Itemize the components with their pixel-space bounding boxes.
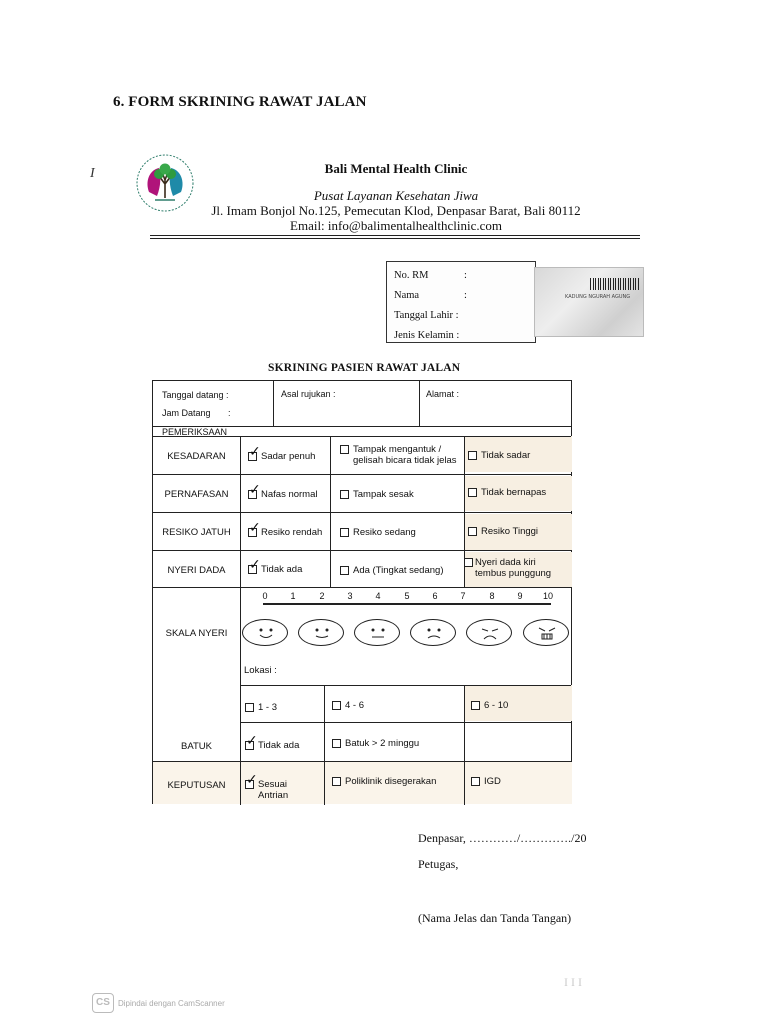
- option-nyeri-dada-kiri[interactable]: Nyeri dada kiri tembus punggung: [464, 557, 551, 579]
- pain-scale-line: [263, 603, 551, 605]
- scale-7: 7: [460, 591, 466, 601]
- tanggal-datang-label: Tanggal datang :: [162, 390, 229, 400]
- asal-rujukan-label: Asal rujukan :: [281, 389, 336, 399]
- option-tampak-mengantuk[interactable]: Tampak mengantuk / gelisah bicara tidak jelas: [340, 444, 457, 466]
- form-title: SKRINING PASIEN RAWAT JALAN: [268, 362, 461, 374]
- margin-mark: I: [90, 166, 95, 181]
- checkbox-icon[interactable]: [245, 703, 254, 712]
- signature-block: [418, 827, 587, 875]
- scale-1: 1: [290, 591, 296, 601]
- checkbox-icon[interactable]: [340, 528, 349, 537]
- checkbox-icon[interactable]: [340, 445, 349, 454]
- patient-id-box: [386, 261, 536, 343]
- scale-4: 4: [375, 591, 381, 601]
- clinic-header: [196, 161, 596, 233]
- face-no-pain-icon: [242, 619, 288, 646]
- checkbox-checked-icon[interactable]: [248, 528, 257, 537]
- checkbox-icon[interactable]: [468, 488, 477, 497]
- clinic-address: Jl. Imam Bonjol No.125, Pemecutan Klod, Denpasar Barat, Bali 80112: [211, 203, 581, 218]
- clinic-email: Email: info@balimentalhealthclinic.com: [290, 218, 502, 233]
- camscanner-watermark: [92, 993, 225, 1013]
- checkbox-checked-icon[interactable]: [248, 452, 257, 461]
- checkbox-icon[interactable]: [332, 701, 341, 710]
- option-range-4-6[interactable]: 4 - 6: [332, 700, 364, 711]
- face-mild-pain-icon: [298, 619, 344, 646]
- keputusan-label: KEPUTUSAN: [167, 780, 226, 791]
- option-sadar-penuh[interactable]: ✓ Sadar penuh: [248, 451, 315, 462]
- checkbox-icon[interactable]: [468, 527, 477, 536]
- checkbox-checked-icon[interactable]: [248, 565, 257, 574]
- field-no-rm: No. RM :: [394, 270, 467, 281]
- clinic-logo: [135, 152, 195, 214]
- face-severe-pain-icon: [410, 619, 456, 646]
- face-very-severe-pain-icon: [466, 619, 512, 646]
- option-resiko-rendah[interactable]: ✓ Resiko rendah: [248, 527, 322, 538]
- checkbox-icon[interactable]: [340, 566, 349, 575]
- camscanner-text: Dipindai dengan CamScanner: [118, 998, 225, 1008]
- option-range-6-10[interactable]: 6 - 10: [471, 700, 508, 711]
- face-worst-pain-icon: [523, 619, 569, 646]
- scale-10: 10: [542, 591, 554, 601]
- option-tidak-bernapas[interactable]: Tidak bernapas: [468, 487, 546, 498]
- camscanner-logo-icon: CS: [92, 993, 114, 1013]
- nyeri-dada-label: NYERI DADA: [167, 565, 226, 576]
- date-line: Denpasar, …………/…………./20: [418, 831, 587, 845]
- scale-2: 2: [319, 591, 325, 601]
- scale-0: 0: [262, 591, 268, 601]
- patient-sticker: [534, 267, 644, 337]
- checkbox-checked-icon[interactable]: [245, 741, 254, 750]
- field-jenis-kelamin: Jenis Kelamin :: [394, 330, 460, 341]
- scale-5: 5: [404, 591, 410, 601]
- scale-3: 3: [347, 591, 353, 601]
- checkbox-icon[interactable]: [332, 777, 341, 786]
- barcode-icon: [590, 278, 640, 290]
- option-igd[interactable]: IGD: [471, 776, 501, 787]
- scale-9: 9: [517, 591, 523, 601]
- sticker-text: KADUNG NGURAH AGUNG: [565, 294, 631, 300]
- checkbox-checked-icon[interactable]: [245, 780, 254, 789]
- option-tampak-sesak[interactable]: Tampak sesak: [340, 489, 414, 500]
- jam-datang-label: Jam Datang: [162, 408, 211, 418]
- lokasi-label: Lokasi :: [244, 665, 277, 676]
- checkbox-checked-icon[interactable]: [248, 490, 257, 499]
- option-batuk-2-minggu[interactable]: Batuk > 2 minggu: [332, 738, 419, 749]
- scale-6: 6: [432, 591, 438, 601]
- header-rule-bottom: [150, 238, 640, 239]
- field-nama: Nama :: [394, 290, 467, 301]
- checkbox-icon[interactable]: [464, 558, 473, 567]
- option-resiko-tinggi[interactable]: Resiko Tinggi: [468, 526, 538, 537]
- signature-name-line: (Nama Jelas dan Tanda Tangan): [418, 911, 572, 925]
- option-tidak-ada-nyeri[interactable]: ✓ Tidak ada: [248, 564, 302, 575]
- field-tanggal-lahir: Tanggal Lahir :: [394, 310, 459, 321]
- officer-label: Petugas,: [418, 857, 459, 871]
- alamat-label: Alamat :: [426, 389, 460, 399]
- jam-datang-sep: :: [228, 408, 231, 418]
- option-tidak-sadar[interactable]: Tidak sadar: [468, 450, 530, 461]
- option-ada-tingkat-sedang[interactable]: Ada (Tingkat sedang): [340, 565, 443, 576]
- option-range-1-3[interactable]: 1 - 3: [245, 702, 277, 713]
- page-mark: III: [564, 975, 585, 989]
- option-sesuai-antrian[interactable]: ✓ Sesuai Antrian: [245, 779, 288, 801]
- option-resiko-sedang[interactable]: Resiko sedang: [340, 527, 416, 538]
- skala-nyeri-label: SKALA NYERI: [165, 628, 228, 639]
- header-rule-top: [150, 235, 640, 236]
- screening-form: [152, 380, 572, 804]
- resiko-jatuh-label: RESIKO JATUH: [162, 527, 231, 538]
- checkbox-icon[interactable]: [332, 739, 341, 748]
- section-title: 6. FORM SKRINING RAWAT JALAN: [113, 94, 367, 110]
- pernafasan-label: PERNAFASAN: [164, 489, 229, 500]
- clinic-name: Bali Mental Health Clinic: [324, 161, 468, 176]
- option-poliklinik-disegerakan[interactable]: Poliklinik disegerakan: [332, 776, 436, 787]
- checkbox-icon[interactable]: [471, 777, 480, 786]
- pemeriksaan-label: PEMERIKSAAN: [162, 427, 228, 437]
- scale-8: 8: [489, 591, 495, 601]
- clinic-tagline: Pusat Layanan Kesehatan Jiwa: [313, 188, 479, 203]
- batuk-label: BATUK: [181, 741, 212, 752]
- option-tidak-ada-batuk[interactable]: ✓ Tidak ada: [245, 740, 299, 751]
- option-nafas-normal[interactable]: ✓ Nafas normal: [248, 489, 318, 500]
- kesadaran-label: KESADARAN: [167, 451, 226, 462]
- face-moderate-pain-icon: [354, 619, 400, 646]
- checkbox-icon[interactable]: [471, 701, 480, 710]
- checkbox-icon[interactable]: [468, 451, 477, 460]
- checkbox-icon[interactable]: [340, 490, 349, 499]
